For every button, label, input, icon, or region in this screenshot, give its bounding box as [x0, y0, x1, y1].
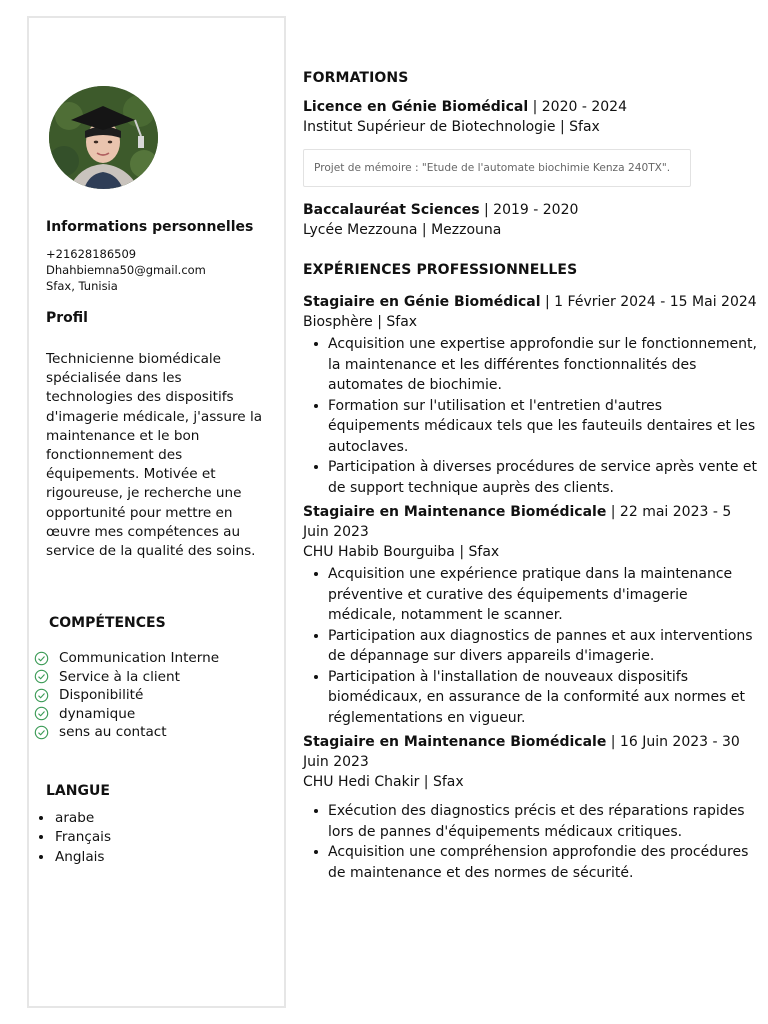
- skill-label: Communication Interne: [59, 650, 220, 667]
- language-item: [39, 847, 270, 867]
- thesis-note: Projet de mémoire : "Etude de l'automate biochimie Kenza 240TX".: [303, 149, 691, 187]
- check-circle-icon: [34, 706, 49, 721]
- sidebar: [27, 16, 286, 1008]
- formation-dates: | 2020 - 2024: [528, 99, 627, 115]
- experience-bullets: [303, 564, 758, 728]
- experience-entry: [303, 732, 758, 883]
- experience-bullet: Acquisition une expérience pratique dans la maintenance préventive et curative des équipements d'imagerie médicale, notamment le scanner.: [328, 564, 758, 626]
- experience-bullets: [303, 801, 758, 883]
- bullet-icon: [39, 855, 43, 859]
- experience-list: [303, 292, 758, 883]
- experience-bullet: Participation aux diagnostics de pannes et aux interventions de dépannage sur divers appareils d'imagerie.: [328, 626, 758, 667]
- experience-dates: | 22 mai 2023 - 5 Juin 2023: [303, 504, 732, 540]
- skill-label: sens au contact: [59, 724, 167, 741]
- skill-item: [34, 649, 270, 668]
- skills-heading: COMPÉTENCES: [49, 615, 166, 631]
- formations-heading: FORMATIONS: [303, 70, 409, 86]
- skill-item: [34, 686, 270, 705]
- phone-number: +21628186509: [46, 247, 137, 261]
- profile-heading: Profil: [46, 310, 88, 326]
- skill-item: [34, 668, 270, 687]
- formation-dates: | 2019 - 2020: [479, 202, 579, 218]
- experience-title: Stagiaire en Génie Biomédical: [303, 294, 541, 310]
- formation-place: Lycée Mezzouna | Mezzouna: [303, 222, 502, 238]
- formation-place: Institut Supérieur de Biotechnologie | Sfax: [303, 119, 600, 135]
- experience-place: Biosphère | Sfax: [303, 314, 418, 330]
- language-heading: LANGUE: [46, 783, 110, 799]
- bullet-icon: [39, 835, 43, 839]
- check-circle-icon: [34, 725, 49, 740]
- experience-heading: EXPÉRIENCES PROFESSIONNELLES: [303, 262, 578, 278]
- language-item: [39, 808, 270, 828]
- experience-entry: [303, 502, 758, 728]
- check-circle-icon: [34, 651, 49, 666]
- profile-photo: [49, 86, 158, 189]
- location: Sfax, Tunisia: [46, 279, 118, 293]
- experience-bullet: Participation à l'installation de nouveaux dispositifs biomédicaux, en assurance de la conformité aux normes et réglementations en vigueur.: [328, 667, 758, 729]
- skills-list: [34, 649, 270, 742]
- language-label: Français: [55, 829, 112, 846]
- skill-label: Service à la client: [59, 668, 180, 685]
- main-content: [303, 70, 758, 883]
- skill-item: [34, 723, 270, 742]
- experience-bullet: Acquisition une expertise approfondie sur le fonctionnement, la maintenance et les différentes fonctionnalités des automates de biochimie.: [328, 334, 758, 396]
- formation-entry: [303, 97, 758, 187]
- language-label: arabe: [55, 809, 95, 826]
- experience-entry: [303, 292, 758, 498]
- formation-entry: [303, 200, 758, 240]
- experience-bullet: Participation à diverses procédures de service après vente et de support technique auprès des clients.: [328, 457, 758, 498]
- check-circle-icon: [34, 669, 49, 684]
- experience-place: CHU Habib Bourguiba | Sfax: [303, 544, 500, 560]
- personal-info-heading: Informations personnelles: [46, 219, 254, 235]
- language-label: Anglais: [55, 848, 105, 865]
- email-address: Dhahbiemna50@gmail.com: [46, 263, 206, 277]
- language-item: [39, 828, 270, 848]
- experience-bullets: [303, 334, 758, 498]
- experience-bullet: Acquisition une compréhension approfondie des procédures de maintenance et des normes de sécurité.: [328, 842, 758, 883]
- avatar: [49, 86, 158, 189]
- experience-place: CHU Hedi Chakir | Sfax: [303, 774, 464, 790]
- language-list: [39, 808, 270, 867]
- formation-title: Baccalauréat Sciences: [303, 202, 480, 218]
- experience-title: Stagiaire en Maintenance Biomédicale: [303, 734, 607, 750]
- experience-dates: | 16 Juin 2023 - 30 Juin 2023: [303, 734, 740, 770]
- check-circle-icon: [34, 688, 49, 703]
- profile-text: Technicienne biomédicale spécialisée dans les technologies des dispositifs d'imagerie médicale, j'assure la maintenance et le bon fonctionnement des équipements. Motivée et rigoureuse, je recherche une opportunité pour mettre en œuvre mes compétences au service de la qualité des soins.: [46, 351, 263, 560]
- bullet-icon: [39, 816, 43, 820]
- formation-title: Licence en Génie Biomédical: [303, 99, 529, 115]
- skill-label: Disponibilité: [59, 687, 144, 704]
- experience-title: Stagiaire en Maintenance Biomédicale: [303, 504, 607, 520]
- experience-bullet: Exécution des diagnostics précis et des réparations rapides lors de pannes d'équipements médicaux critiques.: [328, 801, 758, 842]
- skill-item: [34, 705, 270, 724]
- skill-label: dynamique: [59, 705, 136, 722]
- experience-dates: | 1 Février 2024 - 15 Mai 2024: [540, 294, 757, 310]
- experience-bullet: Formation sur l'utilisation et l'entretien d'autres équipements médicaux tels que les fauteuils dentaires et les autoclaves.: [328, 396, 758, 458]
